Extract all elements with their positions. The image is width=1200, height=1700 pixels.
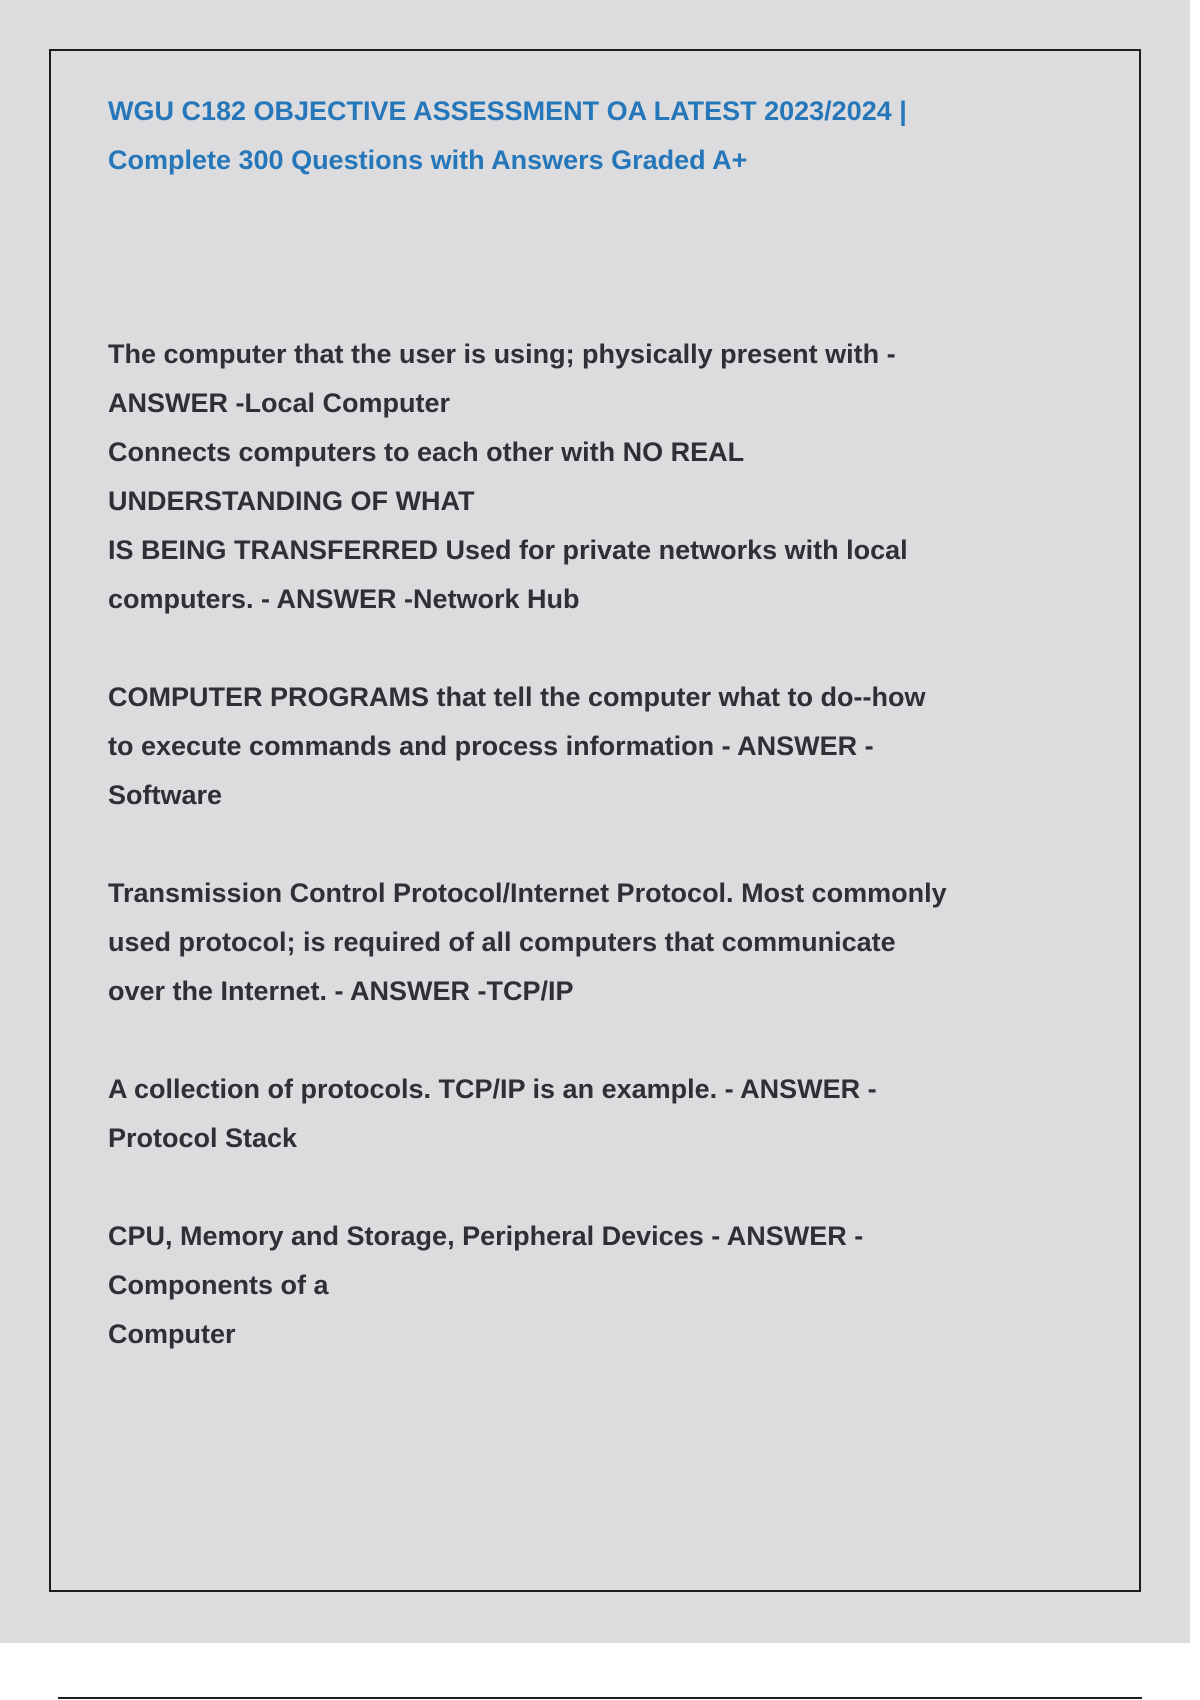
qa-line: to execute commands and process information - ANSWER - [108, 731, 874, 761]
qa-line: A collection of protocols. TCP/IP is an example. - ANSWER - [108, 1074, 877, 1104]
qa-line: Software [108, 780, 223, 810]
qa-item-local-computer [108, 330, 1008, 624]
qa-line: Computer [108, 1319, 236, 1349]
qa-line: Components of a [108, 1270, 329, 1300]
qa-item-tcp-ip [108, 869, 1008, 1016]
qa-line: Protocol Stack [108, 1123, 298, 1153]
title-line: WGU C182 OBJECTIVE ASSESSMENT OA LATEST 2023/2024 | [108, 96, 907, 126]
qa-line: COMPUTER PROGRAMS that tell the computer what to do--how [108, 682, 926, 712]
qa-line: over the Internet. - ANSWER -TCP/IP [108, 976, 574, 1006]
document-content [108, 87, 1008, 1359]
qa-line: UNDERSTANDING OF WHAT [108, 486, 475, 516]
qa-line: IS BEING TRANSFERRED Used for private networks with local [108, 535, 908, 565]
qa-line: CPU, Memory and Storage, Peripheral Devices - ANSWER - [108, 1221, 864, 1251]
qa-line: ANSWER -Local Computer [108, 388, 451, 418]
qa-item-protocol-stack [108, 1065, 1008, 1163]
qa-item-components [108, 1212, 1008, 1359]
qa-line: Transmission Control Protocol/Internet Protocol. Most commonly [108, 878, 947, 908]
bottom-divider [58, 1697, 1142, 1699]
qa-line: The computer that the user is using; physically present with - [108, 339, 896, 369]
title-line: Complete 300 Questions with Answers Graded A+ [108, 145, 748, 175]
qa-line: computers. - ANSWER -Network Hub [108, 584, 580, 614]
qa-list [108, 330, 1008, 1359]
qa-line: Connects computers to each other with NO REAL [108, 437, 745, 467]
qa-line: used protocol; is required of all computers that communicate [108, 927, 896, 957]
qa-item-software [108, 673, 1008, 820]
document-title [108, 87, 1008, 185]
